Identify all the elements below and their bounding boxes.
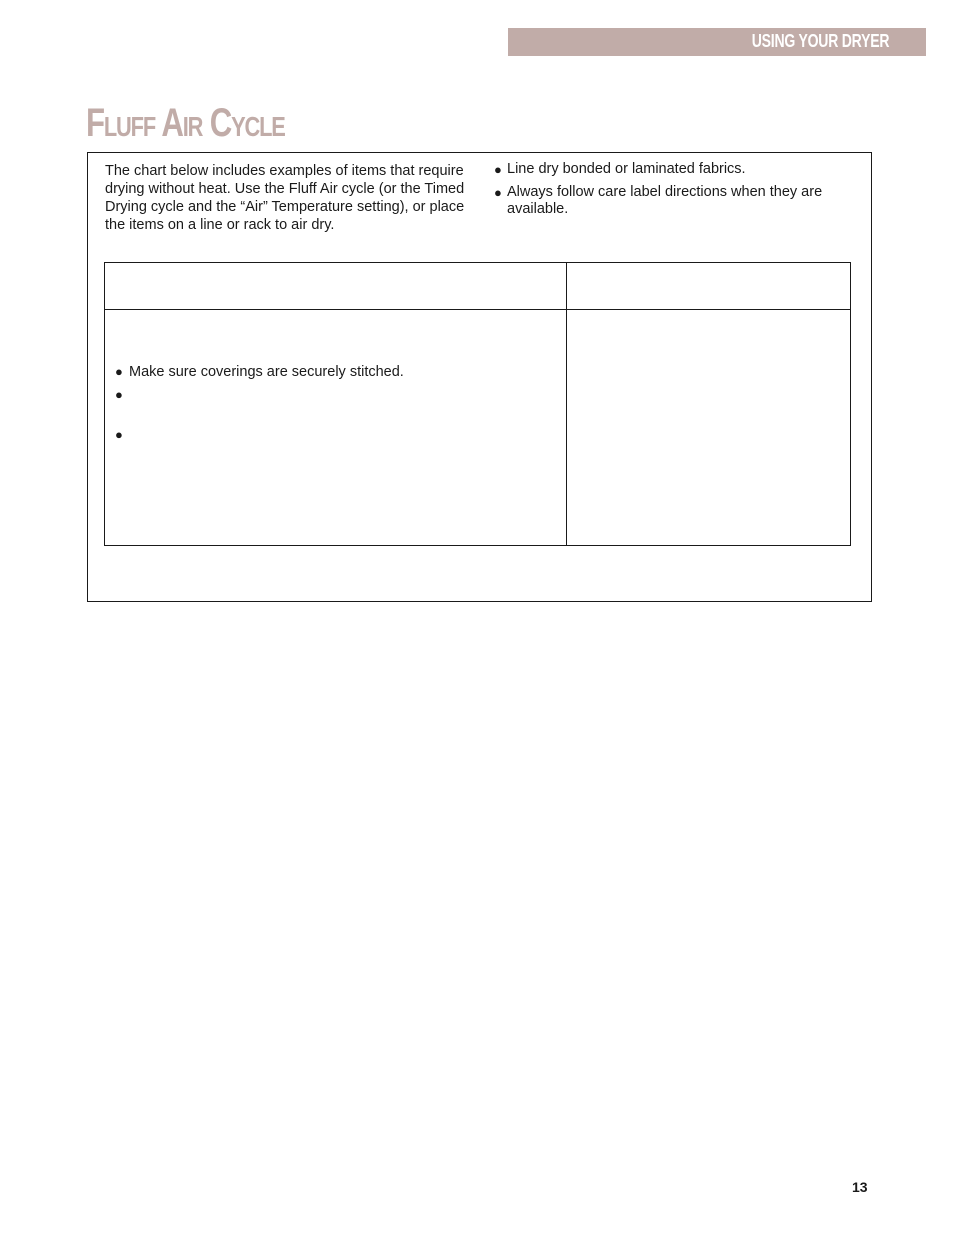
intro-bullet-item bbox=[494, 184, 859, 218]
page-number: 13 bbox=[852, 1179, 868, 1195]
chart-body-cell-right bbox=[567, 310, 851, 546]
air-dry-chart bbox=[104, 262, 851, 546]
intro-bullet-item bbox=[494, 161, 859, 178]
page-title: Fluff Air Cycle bbox=[86, 101, 285, 145]
chart-body-row bbox=[105, 310, 851, 546]
section-header-label: USING YOUR DRYER bbox=[751, 31, 889, 51]
chart-header-cell-left bbox=[105, 263, 567, 310]
intro-paragraph: The chart below includes examples of items that require drying without heat. Use the Fluff Air cycle (or the Timed Drying cycle and the “Air” Temperature setting), or place the items on a line or rack to air dry. bbox=[105, 163, 465, 233]
bullet-dot-icon: ● bbox=[115, 364, 123, 379]
bullet-dot-icon: ● bbox=[494, 162, 502, 177]
bullet-dot-icon: ● bbox=[115, 427, 123, 442]
chart-header-cell-right bbox=[567, 263, 851, 310]
section-header-band bbox=[508, 28, 926, 56]
bullet-dot-icon: ● bbox=[115, 387, 123, 402]
intro-bullet-text: Line dry bonded or laminated fabrics. bbox=[507, 161, 746, 177]
chart-tip-item bbox=[115, 363, 404, 381]
bullet-dot-icon: ● bbox=[494, 185, 502, 200]
chart-header-row bbox=[105, 263, 851, 310]
chart-body-cell-left bbox=[105, 310, 567, 546]
intro-bullet-list bbox=[494, 161, 859, 224]
chart-tip-text: Make sure coverings are securely stitched. bbox=[129, 364, 404, 380]
intro-bullet-text: Always follow care label directions when they are available. bbox=[507, 184, 823, 217]
chart-tips-list bbox=[105, 310, 566, 544]
